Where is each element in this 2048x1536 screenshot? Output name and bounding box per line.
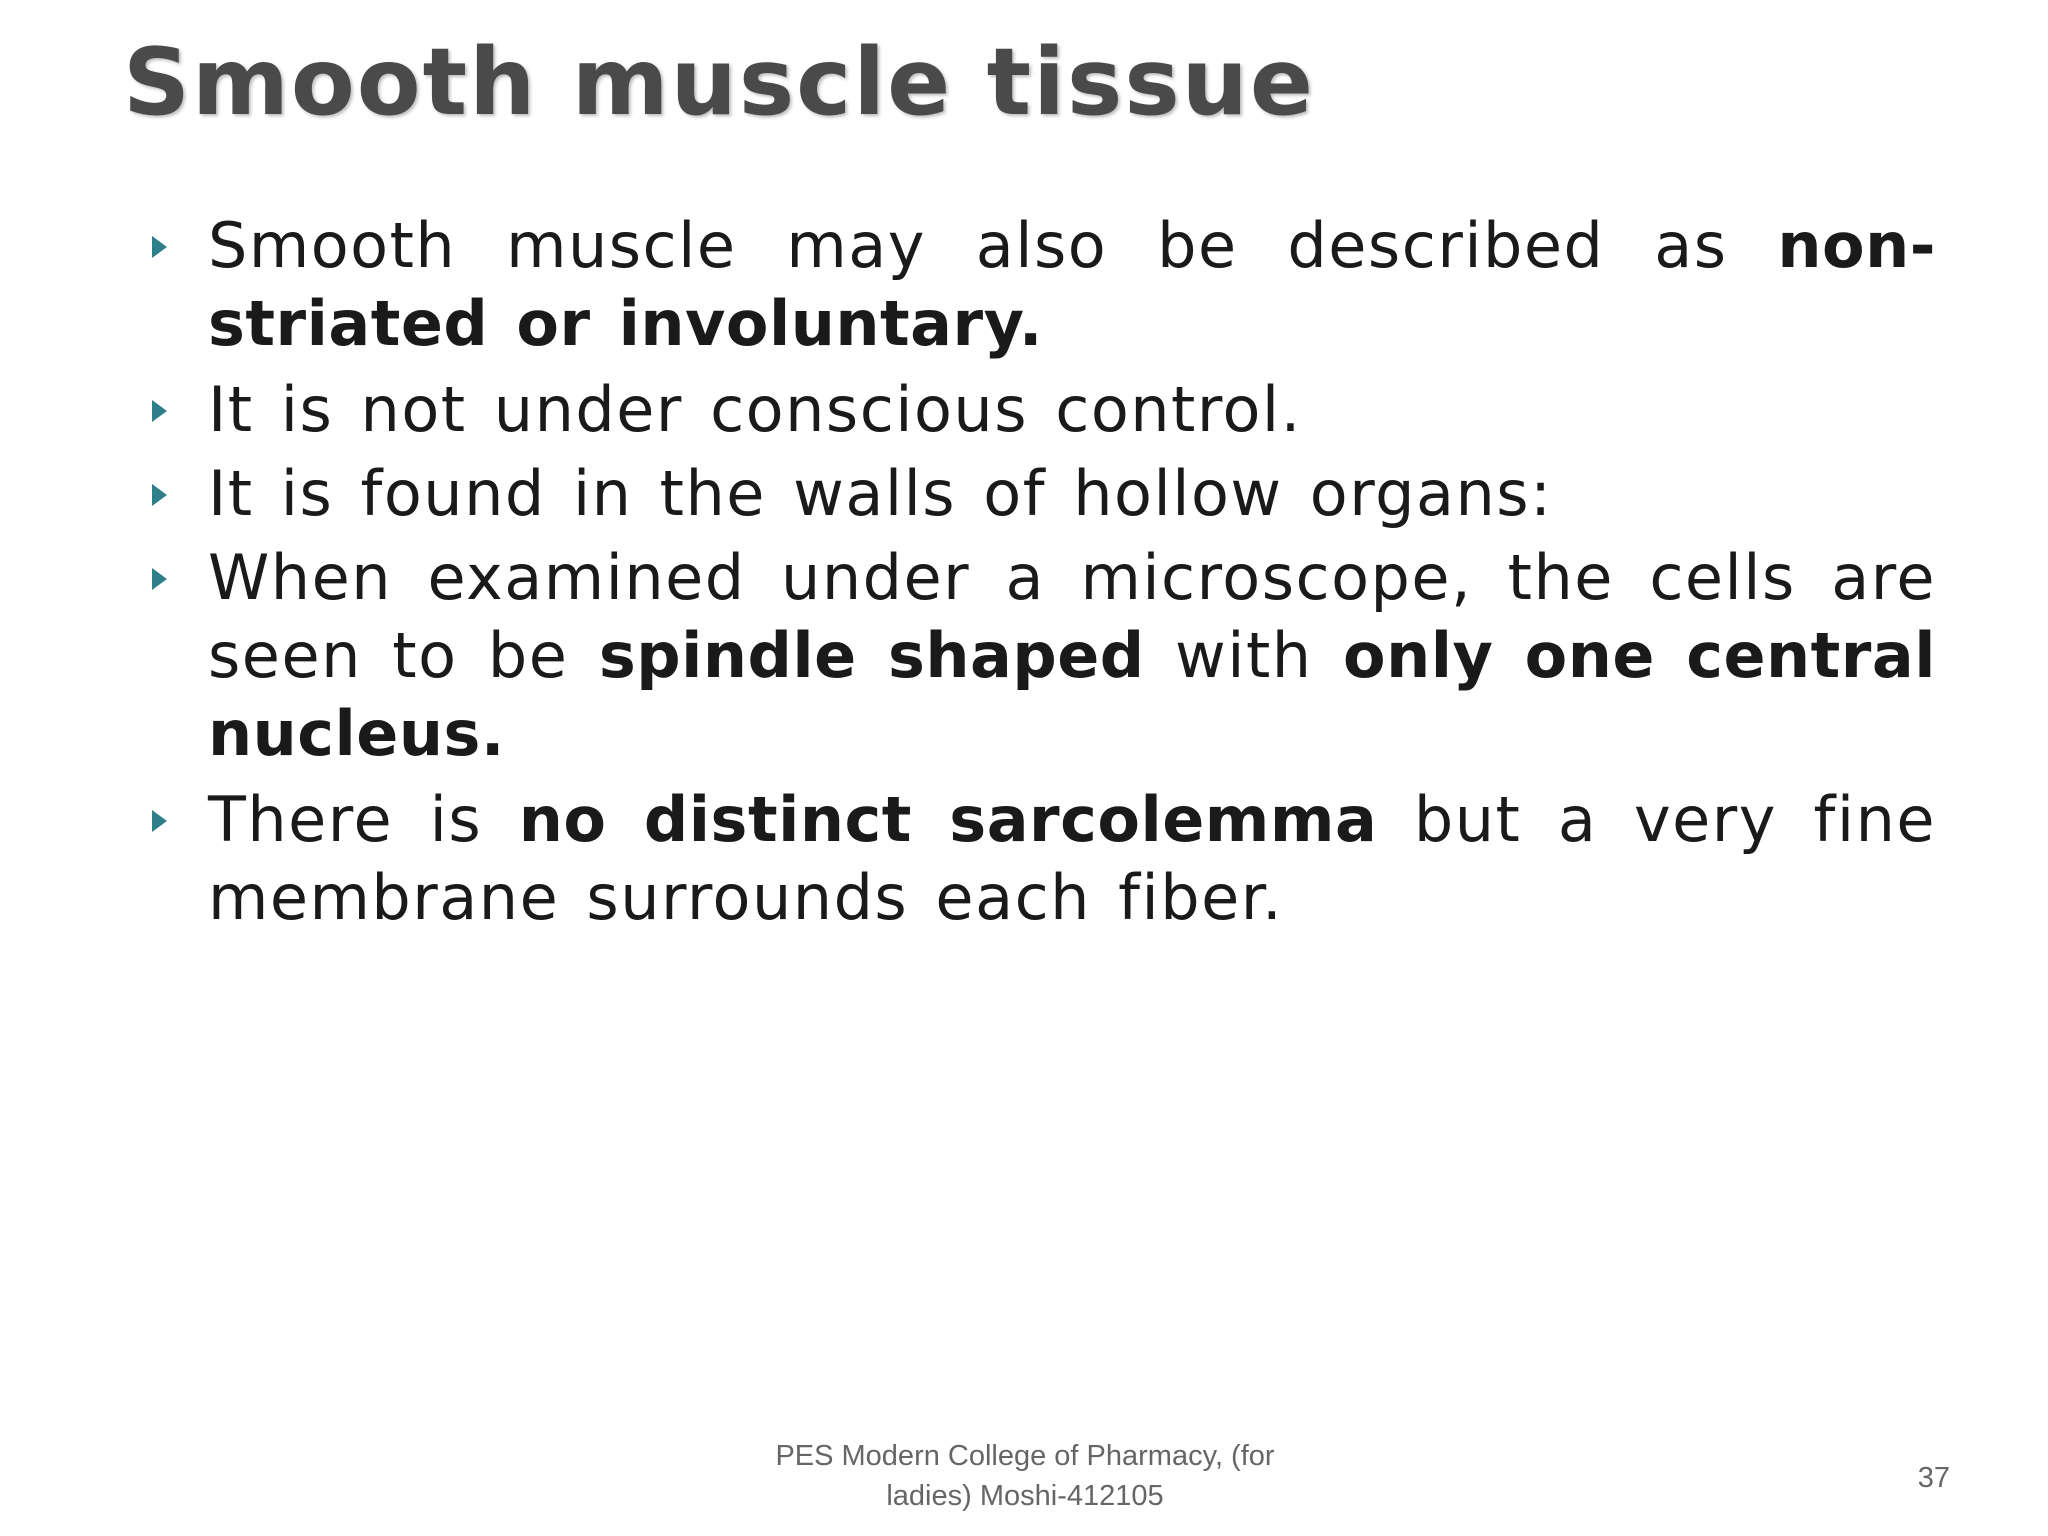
bullet-arrow-icon [152,484,167,506]
slide-title: Smooth muscle tissue [123,28,1315,136]
bullet-arrow-icon [152,568,167,590]
bullet-text-part: Smooth muscle may also be described as [208,209,1778,282]
footer-institution [740,1436,1310,1516]
bullet-text-part: It is found in the walls of hollow organs: [208,457,1553,530]
bullet-text-part: with [1144,619,1343,692]
bullet-text [208,207,1936,363]
bullet-arrow-icon [152,400,167,422]
bullet-text [208,371,1936,449]
bullet-text-part: When examined under a microscope, the cells are seen to be [208,541,1936,692]
bullet-text-bold-part: spindle shaped [598,619,1145,692]
bullet-text-bold-part: no distinct sarcolemma [518,783,1378,856]
bullet-text [208,455,1936,533]
bullet-text [208,781,1936,937]
footer-line: PES Modern College of Pharmacy, (for [775,1440,1275,1472]
bullet-text-part: but a very fine membrane surrounds each fiber. [208,783,1937,934]
bullet-text-part: There is [208,783,519,856]
bullet-text [208,539,1936,773]
footer-line: ladies) Moshi-412105 [886,1480,1164,1512]
bullet-text-part: It is not under conscious control. [208,373,1302,446]
bullet-text-bold-part: only one central nucleus. [208,619,1936,770]
page-number: 37 [1917,1462,1950,1494]
bullet-arrow-icon [152,810,167,832]
bullet-arrow-icon [152,236,167,258]
bullet-text-bold-part: non-striated or involuntary. [208,209,1936,360]
